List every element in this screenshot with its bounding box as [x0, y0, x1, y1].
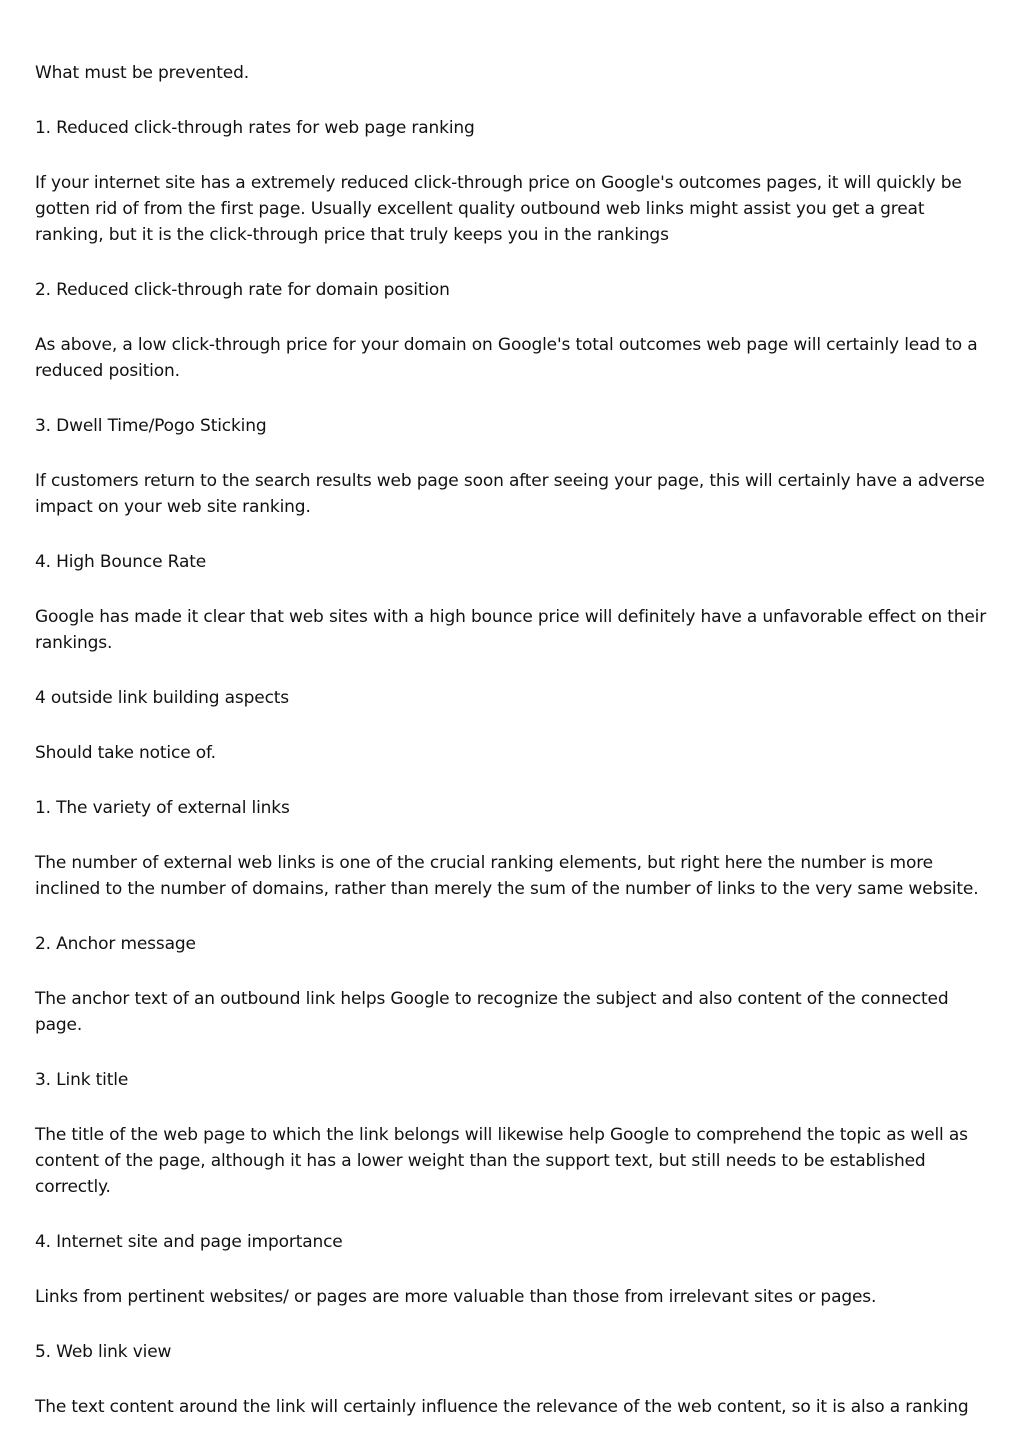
heading-link-title: 3. Link title [35, 1070, 129, 1090]
heading-bounce-rate: 4. High Bounce Rate [35, 552, 207, 572]
heading-reduced-ctr-page: 1. Reduced click-through rates for web page ranking [35, 118, 475, 138]
heading-link-view: 5. Web link view [35, 1342, 172, 1362]
heading-dwell-time: 3. Dwell Time/Pogo Sticking [35, 416, 267, 436]
document-body [35, 60, 995, 1449]
paragraph-site-importance: Links from pertinent websites/ or pages are more valuable than those from irrelevant sites or pages. [35, 1287, 877, 1307]
paragraph-dwell-time: If customers return to the search results web page soon after seeing your page, this will certainly have a adverse impact on your web site ranking. [35, 471, 985, 517]
paragraph-link-title: The title of the web page to which the link belongs will likewise help Google to comprehend the topic as well as content of the page, although it has a lower weight than the support text, but still needs to be established correctly. [35, 1125, 968, 1197]
heading-reduced-ctr-domain: 2. Reduced click-through rate for domain position [35, 280, 450, 300]
paragraph-take-notice: Should take notice of. [35, 743, 216, 763]
paragraph-anchor-message: The anchor text of an outbound link helps Google to recognize the subject and also content of the connected page. [35, 989, 949, 1035]
heading-anchor-message: 2. Anchor message [35, 934, 196, 954]
heading-link-building-aspects: 4 outside link building aspects [35, 688, 290, 708]
paragraph-reduced-ctr-page: If your internet site has a extremely reduced click-through price on Google's outcomes pages, it will quickly be gotten rid of from the first page. Usually excellent quality outbound web links might assist you get a great ranking, but it is the click-through price that truly keeps you in the rankings [35, 173, 962, 245]
paragraph-bounce-rate: Google has made it clear that web sites with a high bounce price will definitely have a unfavorable effect on their rankings. [35, 607, 987, 653]
paragraph-link-view: The text content around the link will certainly influence the relevance of the web content, so it is also a ranking [35, 1397, 969, 1417]
paragraph-external-links-variety: The number of external web links is one of the crucial ranking elements, but right here the number is more inclined to the number of domains, rather than merely the sum of the number of links to the very same website. [35, 853, 979, 899]
heading-site-importance: 4. Internet site and page importance [35, 1232, 343, 1252]
heading-external-links-variety: 1. The variety of external links [35, 798, 290, 818]
paragraph-reduced-ctr-domain: As above, a low click-through price for your domain on Google's total outcomes web page will certainly lead to a reduced position. [35, 335, 978, 381]
paragraph-intro: What must be prevented. [35, 63, 250, 83]
